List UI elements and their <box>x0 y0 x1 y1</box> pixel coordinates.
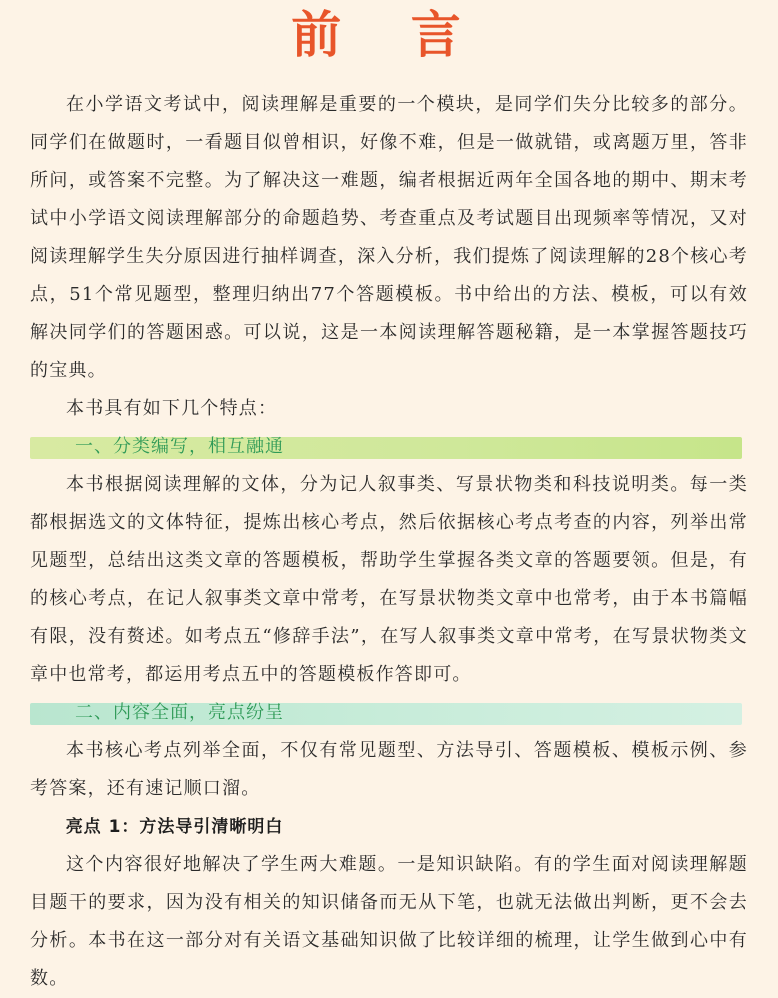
section-heading-1 <box>30 428 748 466</box>
section-heading-2 <box>30 694 748 732</box>
section2-paragraph: 本书核心考点列举全面，不仅有常见题型、方法导引、答题模板、模板示例、参考答案，还有速记顺口溜。 <box>30 740 748 799</box>
intro-paragraph: 在小学语文考试中，阅读理解是重要的一个模块，是同学们失分比较多的部分。同学们在做题时，一看题目似曾相识，好像不难，但是一做就错，或离题万里，答非所问，或答案不完整。为了解决这一难题，编者根据近两年全国各地的期中、期末考试中小学语文阅读理解部分的命题趋势、考查重点及考试题目出现频率等情况，又对阅读理解学生失分原因进行抽样调查，深入分析，我们提炼了阅读理解的28个核心考点，51个常见题型，整理归纳出77个答题模板。书中给出的方法、模板，可以有效解决同学们的答题困惑。可以说，这是一本阅读理解答题秘籍，是一本掌握答题技巧的宝典。 <box>30 94 748 381</box>
document-body <box>30 86 748 989</box>
page-title: 前 言 <box>291 6 487 64</box>
section1-paragraph: 本书根据阅读理解的文体，分为记人叙事类、写景状物类和科技说明类。每一类都根据选文的文体特征，提炼出核心考点，然后依据核心考点考查的内容，列举出常见题型，总结出这类文章的答题模板，帮助学生掌握各类文章的答题要领。但是，有的核心考点，在记人叙事类文章中常考，在写景状物类文章中也常考，由于本书篇幅有限，没有赘述。如考点五“修辞手法”，在写人叙事类文章中常考，在写景状物类文章中也常考，都运用考点五中的答题模板作答即可。 <box>30 474 748 685</box>
highlight1-paragraph-clip <box>30 846 748 989</box>
features-intro-paragraph: 本书具有如下几个特点： <box>66 398 278 419</box>
highlight-subheading-1: 亮点 1：方法导引清晰明白 <box>65 817 284 837</box>
highlight1-paragraph: 这个内容很好地解决了学生两大难题。一是知识缺陷。有的学生面对阅读理解题目题干的要求，因为没有相关的知识储备而无从下笔，也就无法做出判断，更不会去分析。本书在这一部分对有关语文基础知识做了比较详细的梳理，让学生做到心中有数。 <box>30 854 748 989</box>
section-heading-1-label: 一、分类编写，相互融通 <box>75 436 284 457</box>
section-heading-2-label: 二、内容全面，亮点纷呈 <box>75 702 284 723</box>
